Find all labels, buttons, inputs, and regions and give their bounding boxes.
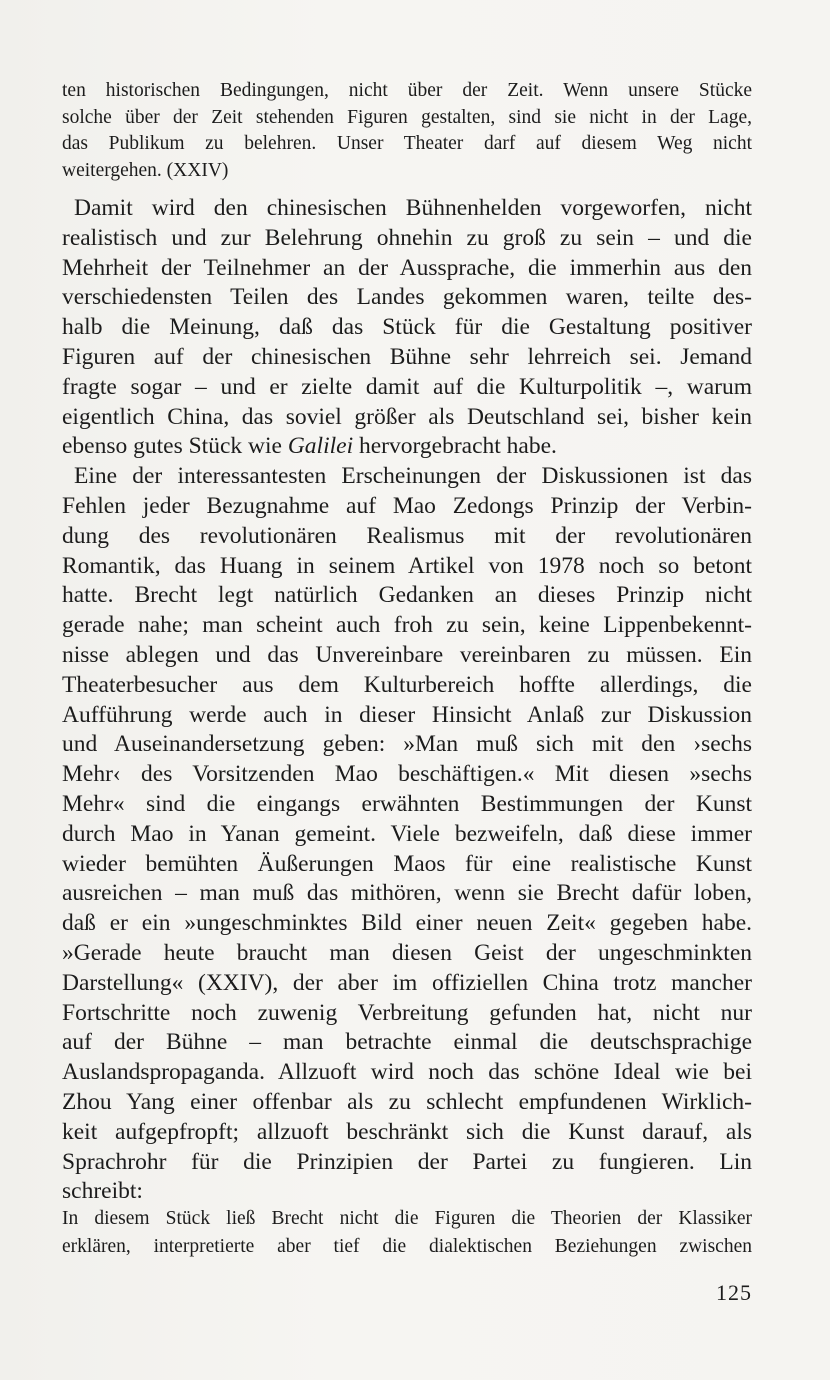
text-line: Zhou Yang einer offenbar als zu schlecht empfundenen Wirklich- (62, 1088, 752, 1115)
text-line: Eine der interessantesten Erscheinungen der Diskussionen ist das (74, 463, 752, 490)
quote-line: weitergehen. (XXIV) (62, 159, 229, 181)
italic-title: Galilei (287, 433, 354, 460)
text-line: daß er ein »ungeschminktes Bild einer neuen Zeit« gegeben habe. (62, 910, 752, 937)
text-line (62, 432, 752, 462)
text-line: fragte sogar – und er zielte damit auf die Kulturpolitik –, warum (62, 373, 752, 400)
text-line: Mehrheit der Teilnehmer an der Aussprache, die immerhin aus den (62, 254, 752, 281)
text-line: »Gerade heute braucht man diesen Geist der ungeschminkten (62, 939, 752, 966)
text-line: Sprachrohr für die Prinzipien der Partei zu fungieren. Lin (62, 1148, 752, 1175)
page-number: 125 (716, 1280, 752, 1305)
text-line: und Auseinandersetzung geben: »Man muß sich mit den ›sechs (62, 731, 752, 758)
quote-line: das Publikum zu belehren. Unser Theater darf auf diesem Weg nicht (62, 133, 752, 154)
text-line: durch Mao in Yanan gemeint. Viele bezweifeln, daß diese immer (62, 820, 752, 847)
quote-line: erklären, interpretierte aber tief die dialektischen Beziehungen zwischen (62, 1235, 752, 1257)
paragraph-1 (62, 194, 752, 462)
text-line: wieder bemühten Äußerungen Maos für eine realistische Kunst (62, 850, 752, 877)
text-line: realistisch und zur Belehrung ohnehin zu groß zu sein – und die (62, 224, 752, 251)
text-line: halb die Meinung, daß das Stück für die Gestaltung positiver (62, 314, 752, 341)
quote-line: In diesem Stück ließ Brecht nicht die Figuren die Theorien der Klassiker (62, 1208, 752, 1229)
quote-line: ten historischen Bedingungen, nicht über der Zeit. Wenn unsere Stücke (62, 80, 752, 101)
text-line: Fehlen jeder Bezugnahme auf Mao Zedongs Prinzip der Verbin- (62, 492, 752, 519)
text-line: Theaterbesucher aus dem Kulturbereich hoffte allerdings, die (62, 671, 752, 698)
text-line: schreibt: (62, 1178, 143, 1205)
text-line: hatte. Brecht legt natürlich Gedanken an dieses Prinzip nicht (62, 582, 752, 609)
text-line: Figuren auf der chinesischen Bühne sehr lehrreich sei. Jemand (62, 343, 752, 370)
body-text (62, 194, 752, 1207)
quote-line: solche über der Zeit stehenden Figuren gestalten, sind sie nicht in der Lage, (62, 106, 752, 128)
text-line: Auslandspropaganda. Allzuoft wird noch das schöne Ideal wie bei (62, 1059, 752, 1086)
paragraph-2 (62, 462, 752, 1207)
text-line: Mehr« sind die eingangs erwähnten Bestimmungen der Kunst (62, 790, 752, 817)
text-line: verschiedensten Teilen des Landes gekommen waren, teilte des- (62, 284, 752, 311)
text-line: gerade nahe; man scheint auch froh zu sein, keine Lippenbekennt- (62, 612, 752, 639)
text-line: dung des revolutionären Realismus mit der revolutionären (62, 522, 752, 549)
text-line: Aufführung werde auch in dieser Hinsicht Anlaß zur Diskussion (62, 701, 752, 728)
block-quote-bottom (62, 1205, 752, 1260)
text-run: hervorgebracht habe. (353, 433, 557, 460)
text-line: ausreichen – man muß das mithören, wenn sie Brecht dafür loben, (62, 880, 752, 907)
text-line: keit aufgepfropft; allzuoft beschränkt sich die Kunst darauf, als (62, 1118, 752, 1145)
text-line: Fortschritte noch zuwenig Verbreitung gefunden hat, nicht nur (62, 999, 752, 1026)
text-line: nisse ablegen und das Unvereinbare vereinbaren zu müssen. Ein (62, 641, 752, 668)
text-line: Darstellung« (XXIV), der aber im offiziellen China trotz mancher (62, 969, 752, 996)
text-line: Mehr‹ des Vorsitzenden Mao beschäftigen.« Mit diesen »sechs (62, 761, 752, 788)
text-run: ebenso gutes Stück wie (62, 433, 288, 460)
text-line: eigentlich China, das soviel größer als Deutschland sei, bisher kein (62, 403, 752, 430)
block-quote-top (62, 78, 752, 184)
text-line: Romantik, das Huang in seinem Artikel von 1978 noch so betont (62, 552, 752, 579)
text-line: auf der Bühne – man betrachte einmal die deutschsprachige (62, 1029, 752, 1056)
text-line: Damit wird den chinesischen Bühnenhelden vorgeworfen, nicht (74, 195, 752, 221)
